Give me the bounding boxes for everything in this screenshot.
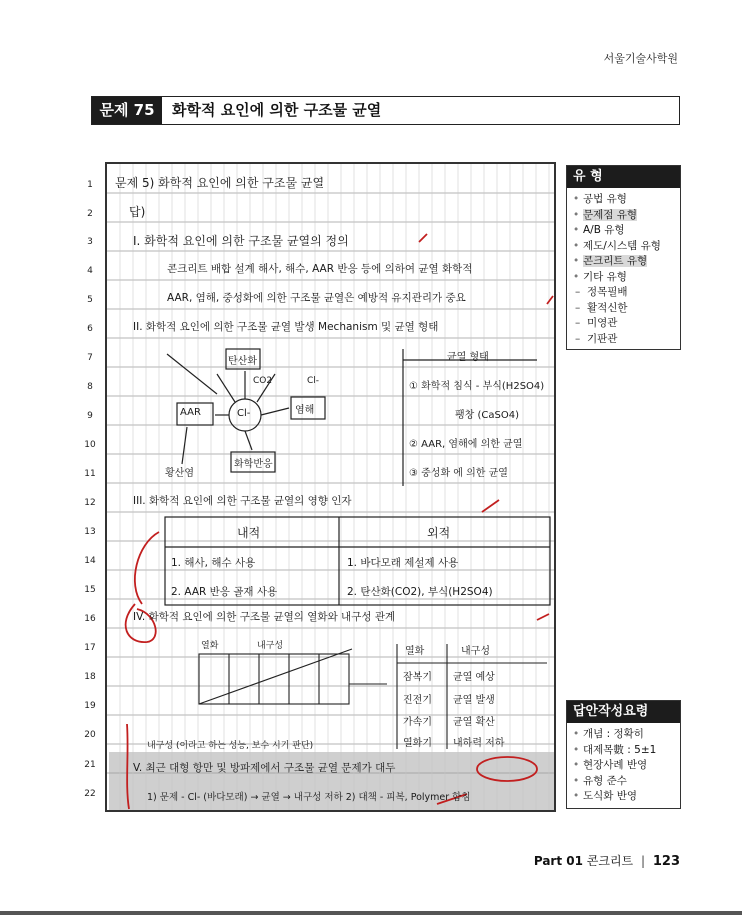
line-number: 21 (84, 760, 96, 770)
period-cell: 열화기 (403, 738, 432, 749)
factor-cell: 1. 해사, 해수 사용 (171, 557, 256, 569)
type-item: • 제도/시스템 유형 (573, 239, 680, 255)
page-footer (534, 852, 680, 869)
header-org: 서울기술사학원 (603, 52, 678, 65)
diagram-label: 염해 (295, 405, 315, 416)
diagram-label: 화학반응 (234, 459, 273, 470)
line-number: 15 (84, 585, 96, 595)
line-number: 9 (87, 411, 93, 421)
line-number: 19 (84, 701, 96, 711)
line-number: 3 (87, 237, 93, 247)
footer-separator: | (640, 854, 646, 868)
graph-label: 열화 (201, 641, 219, 651)
line-6-text: II. 화학적 요인에 의한 구조물 균열 발생 Mechanism 및 균열 형태 (133, 321, 439, 333)
diagram-label: 탄산화 (228, 356, 257, 367)
factors-col-inner: 내적 (237, 526, 261, 540)
period-cell: 내하력 저하 (453, 738, 505, 749)
type-item: • 문제점 유형 (573, 208, 680, 224)
line-4-text: 콘크리트 배합 설계 해사, 해수, AAR 반응 등에 의하여 균열 화학적 (167, 263, 473, 275)
period-cell: 잠복기 (403, 672, 432, 683)
factor-cell: 2. AAR 반응 골재 사용 (171, 586, 278, 598)
diagram-label: AAR (180, 407, 201, 418)
line-number: 1 (87, 180, 93, 190)
type-item: • 콘크리트 유형 (573, 254, 680, 270)
line-16-text: IV. 화학적 요인에 의한 구조물 균열의 열화와 내구성 관계 (133, 611, 396, 623)
line-number: 10 (84, 440, 96, 450)
period-cell: 열화 (405, 646, 425, 657)
line-22-text: 1) 문제 - Cl- (바다모래) → 균열 → 내구성 저하 2) 대책 - 피복, Polymer 함침 (147, 792, 471, 803)
type-sub-item: – 미영관 (573, 316, 680, 332)
line-number: 22 (84, 789, 96, 799)
line-number: 11 (84, 469, 96, 479)
type-panel-heading: 유 형 (567, 166, 680, 188)
factor-cell: 2. 탄산화(CO2), 부식(H2SO4) (347, 586, 493, 598)
type-item: • 기타 유형 (573, 270, 680, 286)
line-number: 7 (87, 353, 93, 363)
line-number: 14 (84, 556, 96, 566)
line-number: 5 (87, 295, 93, 305)
type-item: ③ 중성화 에 의한 균열 (409, 468, 508, 479)
line-number: 12 (84, 498, 96, 508)
line-20-text: 내구성 (이라고 하는 성능, 보수 시기 판단) (147, 741, 314, 751)
footer-section: 콘크리트 (586, 854, 634, 868)
problem-title-box (91, 96, 680, 125)
tip-item: • 현장사례 반영 (573, 758, 680, 774)
problem-badge: 문제 75 (92, 97, 162, 124)
graph-label: 내구성 (257, 641, 284, 651)
type-item: ① 화학적 침식 - 부식(H2SO4) (409, 381, 545, 392)
factors-col-outer: 외적 (427, 526, 451, 540)
line-1-text: 문제 5) 화학적 요인에 의한 구조물 균열 (115, 176, 325, 190)
line-number: 8 (87, 382, 93, 392)
type-item: 팽창 (CaSO4) (455, 410, 519, 421)
diagram-label: 황산염 (165, 468, 194, 479)
diagram-label: Cl- (307, 376, 320, 386)
line-number: 13 (84, 527, 96, 537)
line-number: 17 (84, 643, 96, 653)
bottom-rule (0, 911, 742, 915)
type-item: • 공법 유형 (573, 192, 680, 208)
footer-part: Part 01 (533, 854, 583, 868)
period-cell: 진전기 (403, 695, 432, 706)
answer-sheet (105, 162, 556, 812)
answer-tips-panel (566, 700, 681, 809)
tip-item: • 유형 준수 (573, 774, 680, 790)
period-cell: 균열 발생 (453, 695, 495, 706)
line-12-text: III. 화학적 요인에 의한 구조물 균열의 영향 인자 (133, 495, 352, 507)
factor-cell: 1. 바다모래 제설제 사용 (347, 557, 459, 569)
line-5-text: AAR, 염해, 중성화에 의한 구조물 균열은 예방적 유지관리가 중요 (167, 292, 466, 304)
period-cell: 균열 확산 (453, 717, 495, 728)
diagram-label: CO2 (253, 376, 273, 386)
line-number: 18 (84, 672, 96, 682)
line-number: 4 (87, 266, 93, 276)
type-sub-item: – 활적신한 (573, 301, 680, 317)
answer-tips-heading: 답안작성요령 (567, 701, 680, 723)
period-cell: 가속기 (403, 717, 432, 728)
type-sub-item: – 정목필배 (573, 285, 680, 301)
line-2-text: 답) (129, 205, 146, 219)
type-panel (566, 165, 681, 350)
diagram-label: Cl- (237, 408, 251, 419)
page-number: 123 (652, 854, 680, 869)
line-number: 2 (87, 209, 93, 219)
type-item: ② AAR, 염해에 의한 균열 (409, 439, 523, 450)
period-cell: 균열 예상 (453, 672, 495, 683)
problem-title: 화학적 요인에 의한 구조물 균열 (172, 101, 382, 119)
period-cell: 내구성 (461, 646, 490, 657)
type-item: • A/B 유형 (573, 223, 680, 239)
line-3-text: I. 화학적 요인에 의한 구조물 균열의 정의 (133, 234, 349, 248)
types-heading: 균열 형태 (447, 352, 489, 363)
type-sub-item: – 기판관 (573, 332, 680, 348)
line-21-text: V. 최근 대형 항만 및 방파제에서 구조물 균열 문제가 대두 (133, 762, 396, 774)
line-number: 16 (84, 614, 96, 624)
tip-item: • 도식화 반영 (573, 789, 680, 805)
line-number: 6 (87, 324, 93, 334)
tip-item: • 대제목數 : 5±1 (573, 743, 680, 759)
tip-item: • 개념 : 정확히 (573, 727, 680, 743)
line-number: 20 (84, 730, 96, 740)
